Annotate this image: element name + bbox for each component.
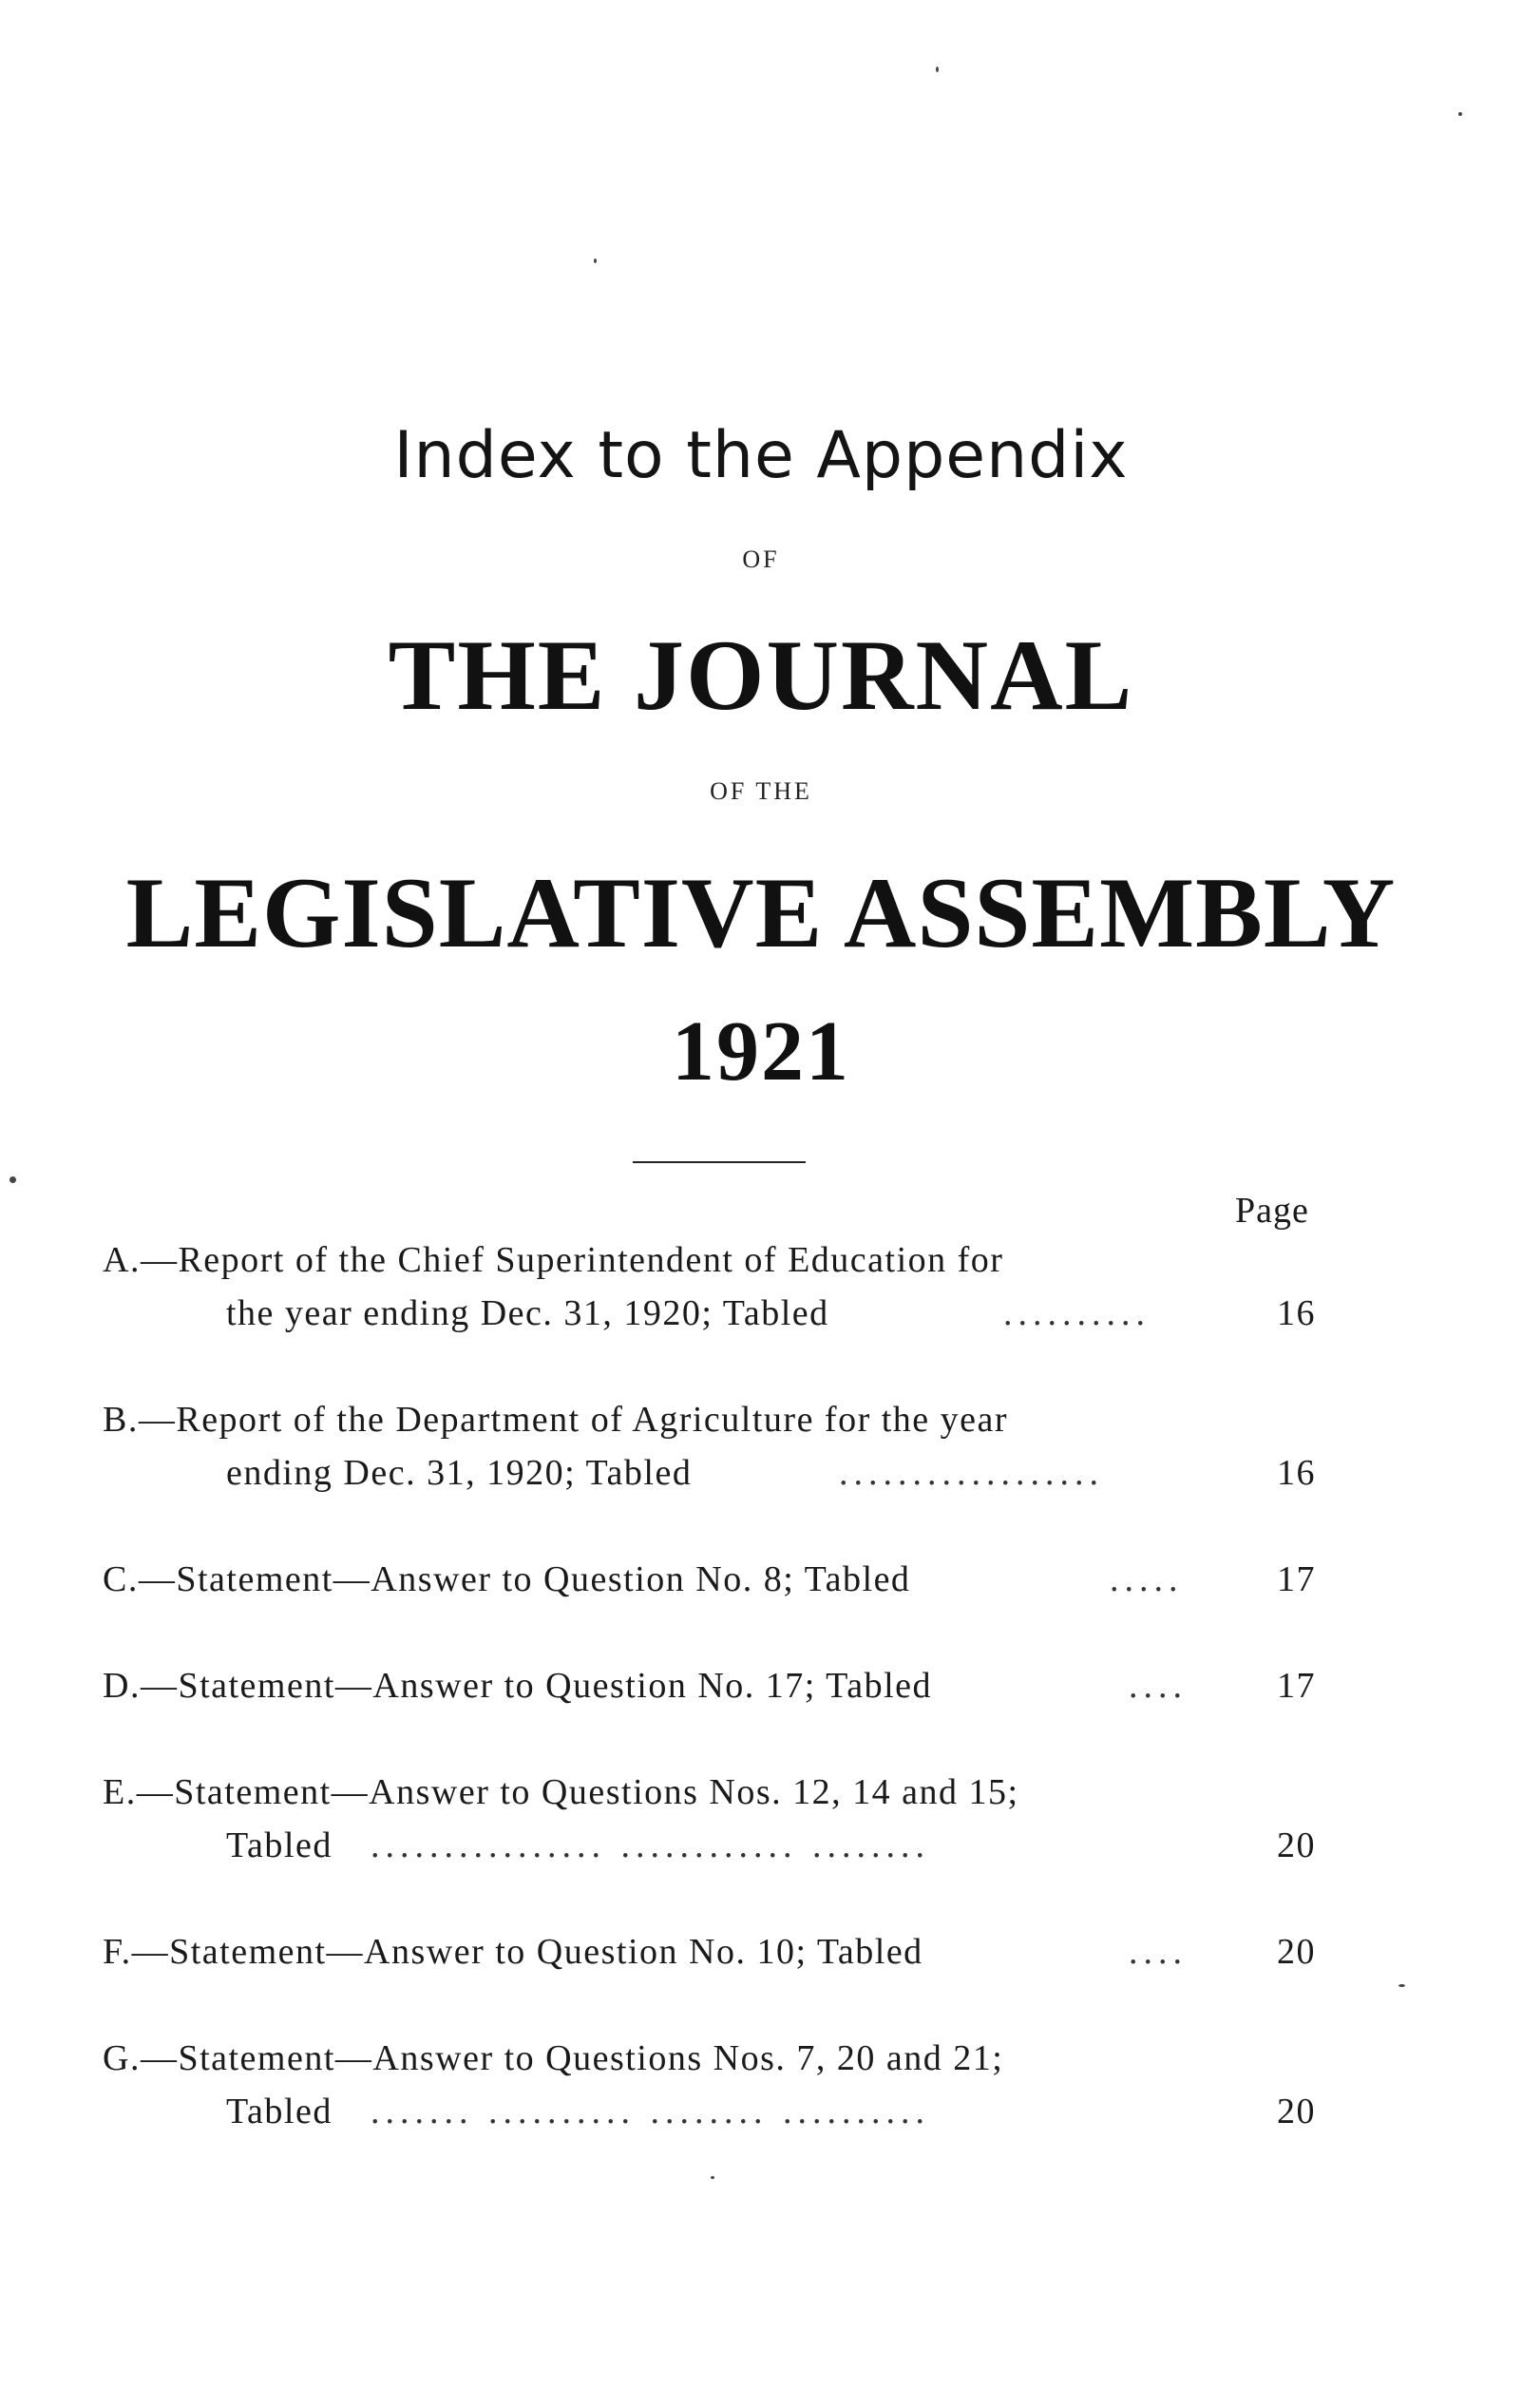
entry-text: C.—Statement—Answer to Question No. 8; Tabled [103,1559,911,1599]
year-title: 1921 [672,1004,850,1099]
dot-leader: .... [1129,1932,1188,1972]
page-column-heading: Page [1235,1191,1309,1231]
entry-text: D.—Statement—Answer to Question No. 17; Tabled [103,1666,933,1706]
dot-leader: .......... [1003,1293,1151,1333]
page-number: 16 [1277,1453,1316,1493]
scan-speck [711,2176,714,2179]
entry-text: A.—Report of the Chief Superintendent of Education for [103,1240,1004,1280]
scan-speck [10,1176,16,1183]
entry-text-continued: Tabled [226,1825,333,1865]
index-entry-g [103,2032,1338,2138]
dot-leader: ..... [1110,1559,1184,1599]
page-number: 20 [1277,2092,1316,2131]
of-the-label: OF THE [710,777,812,805]
entry-text-continued: ending Dec. 31, 1920; Tabled [226,1453,693,1493]
entry-text-continued: Tabled [226,2092,333,2131]
entry-text: B.—Report of the Department of Agriculture for the year [103,1400,1009,1440]
entry-text-continued: the year ending Dec. 31, 1920; Tabled [226,1293,829,1333]
page-number: 20 [1277,1932,1316,1972]
entry-text: E.—Statement—Answer to Questions Nos. 12, 14 and 15; [103,1772,1019,1812]
entry-text: G.—Statement—Answer to Questions Nos. 7, 20 and 21; [103,2038,1004,2078]
dot-leader: .................. [839,1453,1104,1493]
assembly-title: LEGISLATIVE ASSEMBLY [125,857,1397,968]
scan-speck [594,258,597,263]
scan-speck [936,67,939,72]
dot-leader: ................ ............ ........ [371,1825,930,1865]
index-entry-a [103,1233,1338,1340]
scan-speck [1398,1984,1405,1987]
dot-leader: ....... .......... ........ .......... [371,2092,930,2131]
index-entry-e [103,1766,1338,1872]
page-number: 17 [1277,1666,1316,1706]
page-number: 16 [1277,1293,1316,1333]
of-label: OF [742,545,780,573]
index-entry-d [103,1659,1338,1712]
page-number: 17 [1277,1559,1316,1599]
index-entry-c [103,1553,1338,1606]
entry-text: F.—Statement—Answer to Question No. 10; Tabled [103,1932,923,1972]
dot-leader: .... [1129,1666,1188,1706]
index-entry-f [103,1925,1338,1978]
journal-title: THE JOURNAL [388,620,1134,731]
index-entry-b [103,1393,1338,1500]
scan-speck [1458,112,1462,116]
page-number: 20 [1277,1825,1316,1865]
index-title: Index to the Appendix [393,418,1129,493]
